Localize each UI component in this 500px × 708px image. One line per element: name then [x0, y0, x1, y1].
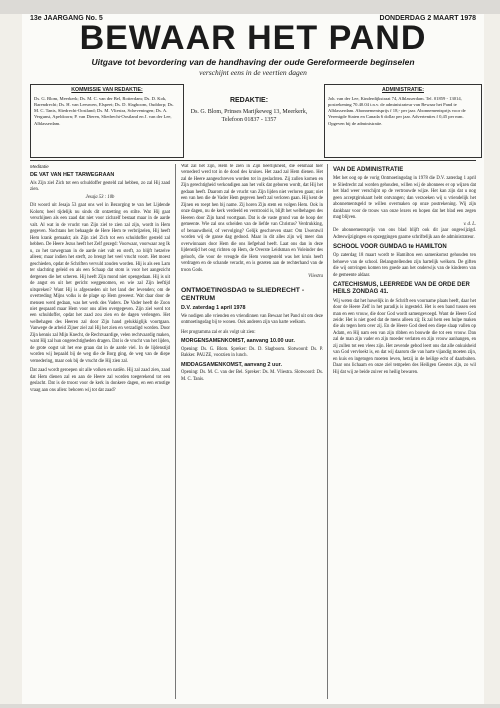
meditation-heading: DE VAT VAN HET TARWEGRAAN — [30, 172, 115, 179]
administration-text: Joh. van der Lee, Kinderdijkstraat 74, Alblasserdam. Tel. 01859 - 13014, postrekening 70.40.04 t.n.v. de administrateur van Bewaar het Pand te Alblasserdam. Abonnementsprijs f 18,- per jaar. Abonnementsprijs voor de Verenigde Staten en Canada 6 dollar per jaar. Advertenties f 0,45 per mm. Opgeven bij de administratie. — [328, 95, 466, 126]
morning-items: Opening: Ds. G. Blom. Spreker: Ds. D. Slagboom. Slotwoord: Ds. P. Bakker. PAUZE, voorzien in lunch. — [181, 346, 323, 359]
program-intro: Het programma zal er als volgt uit zien: — [181, 329, 256, 335]
school-heading: SCHOOL VOOR GUMDAG te HAMILTON — [333, 244, 447, 251]
column-meditation — [30, 164, 170, 699]
administration-box — [324, 84, 482, 158]
admin-heading: VAN DE ADMINISTRATIE — [333, 167, 404, 173]
scan-margin-top — [0, 0, 500, 14]
meditation-body: Dit woord uit Jesaja 53 gaat ons wel in Bezorging te van het Lijdende Kolom; heel tijdelijk nu sinds dit ontzetting en stilte. Wat Hij gaat verschijnen als een zaad dat niet voor zichzelf bestaat maar in de aarde valt. Al wat in de vrucht van Zijn ziel te zien zal zijn, wordt in Hem gegeven. Nochtans het behaagde de Here Hem te verbrijzelen, Hij heeft Hem krank gemaakt; als Zijn ziel Zich tot een schuldoffer gesteld zal hebben. De Heere Jezus heeft het Zelf gezegd: Voorwaar, voorwaar zeg Ik u, zo het tarwegraan in de aarde niet valt en sterft, zo blijft hetzelve alleen; maar indien het sterft, zo brengt het veel vrucht voort. Het moest geschieden, opdat de Schriften vervuld zouden worden. Hij is als een Lam ter slachting geleid en als een Schaap dat stom is voor het aangezicht dergenen die het scheren. Hij heeft Zijn mond niet opengedaan. Hij is uit de angst en uit het gericht weggenomen, en wie zal Zijn leeftijd uitspreken? Want Hij is afgesneden uit het land der levenden; om de overtreding Mijns volks is de plage op Hem geweest. Wat daar door de mensen werd gedaan, was het werk des Vaders. De Vader heeft de Zoon niet gespaard maar Hem voor ons allen overgegeven. Zijn ziel werd tot een schuldoffer, opdat het zaad zou zien en de dagen verlengen. Het welbehagen des Heeren zal door Zijn hand gelukkiglijk voortgaan. Vanwege de arbeid Zijner ziel zal Hij het zien en verzadigd worden. Door Zijn kennis zal Mijn Knecht, de Rechtvaardige, velen rechtvaardig maken, want Hij zal hun ongerechtigheden dragen. Dat is de vrucht van het lijden, de grote oogst uit het ene graan dat in de aarde viel. In de lijdenstijd worden wij bepaald bij de weg die de Borg ging, de weg van de diepe vernedering, maar ook bij de vrucht die Hij zien zal. — [30, 203, 170, 364]
committee-text: Ds. G. Blom, Meerkerk; Ds. M. C. van der Bel, Rotterdam; Ds. D. Kok, Barendrecht; Ds. H. van Leeuwen, Elspeet; Ds. D. Slagboom, Ouddorp; Ds. M. C. Tanis, Sliedrecht-Oostland; Ds. M. Vliestra, Scheveningen; Ds. A. Vergunst, Apeldoorn; P. van Dieren, Sliedrecht-Oostland en J. van der Lee, Alblasserdam. — [34, 95, 174, 126]
volume-number: 13e JAARGANG No. 5 — [30, 15, 103, 22]
redaction-text: Ds. G. Blom, Prinses Marijkeweg 13, Meerkerk, Telefoon 01837 - 1357 — [190, 109, 308, 124]
meeting-date: D.V. zaterdag 1 april 1978 — [181, 305, 246, 312]
header-divider — [30, 160, 476, 161]
admin-text: Met het oog op de vorig Ontmoetingsdag in 1978 die D.V. zaterdag 1 april te Sliedrecht zal worden gehouden, willen wij de abonnees er op wijzen dat het blad weer verschijnt op de vertrouwde wijze. Het kan zijn dat u nog geen acceptgirokaart hebt ontvangen; dan verzoeken wij u vriendelijk het abonnementsgeld te willen overmaken op onze postrekening. Wij zijn dankbaar voor de trouw van onze lezers en hopen dat het blad een zegen mag blijven. — [333, 176, 476, 221]
column-divider — [327, 164, 328, 699]
meeting-heading: ONTMOETINGSDAG te SLIEDRECHT - CENTRUM — [181, 286, 305, 302]
afternoon-heading: MIDDAGSAMENKOMST, aanvang 2 uur. — [181, 361, 282, 368]
admin-signoff: v. d. L. — [463, 221, 476, 227]
newspaper-subtitle: verschijnt eens in de veertien dagen — [199, 68, 307, 77]
column-divider — [175, 164, 176, 699]
section-label: Meditatie — [30, 164, 49, 169]
school-text: Op zaterdag 18 maart wordt te Hamilton een samenkomst gehouden ten behoeve van de school. Belangstellenden zijn hartelijk welkom. De giften die wij ontvingen komen ten goede aan het onderwijs van de kinderen van de gemeente aldaar. — [333, 253, 476, 278]
author-signature: Vliestra — [308, 274, 323, 280]
issue-date: DONDERDAG 2 MAART 1978 — [379, 15, 476, 22]
catechism-text: Wij weten dat het huwelijk in de Schrift een voorname plaats heeft, daar het door de Heere Zelf in het paradijs is ingesteld. Het is een band tussen een man en een vrouw, die door God wordt samengevoegd. Want de Heere God zeide: Het is niet goed dat de mens alleen zij; Ik zal hem een hulpe maken die als tegen hem over zij. En de Heere God deed een diepe slaap vallen op Adam, en Hij nam een van zijn ribben en bouwde die tot een vrouw. Dan zal de man zijn vader en zijn moeder verlaten en zijn vrouw aanhangen, en zij zullen tot een vlees zijn. Het zevende gebod leert ons dat alle onkuisheid van God vervloekt is, en dat wij daarom die van harte vijandig moeten zijn, en kuis en ingetogen moeten leven, hetzij in de heilige echt of daarbuiten. Daar ons lichaam en onze ziel tempelen des Heiligen Geestes zijn, zo wil Hij dat wij ze beide zuiver en heilig bewaren. — [333, 298, 476, 375]
meeting-text: We nodigen alle vrienden en vriendinnen van Bewaar het Pand uit om deze ontmoetingsdag bij te wonen. Ook anderen zijn van harte welkom. — [181, 313, 323, 326]
meditation-intro: Als Zijn ziel Zich tot een schuldoffer gesteld zal hebben, zo zal Hij zaad zien. — [30, 180, 170, 193]
committee-box — [30, 84, 184, 158]
scan-margin-bottom — [0, 704, 500, 708]
meditation-end: Dat zaad wordt geroepen uit alle volken en natiën. Hij zal zaad zien, zaad dat Hem dienen zal en aan de Heere zal worden toegerekend tot een geslacht. Dat is de troost voor de kerk in donkere dagen, en een ernstige vraag aan ons allen: behoren wij tot dat zaad? — [30, 368, 170, 393]
newspaper-motto: Uitgave tot bevordering van de handhaving der oude Gereformeerde beginselen — [91, 57, 415, 67]
meditation-continued: Wat zal het zijn, Hem te zien in Zijn heerlijkheid, die eenmaal hier vernederd werd tot in de dood des kruises. Het zaad zal Hem dienen. Het zal de Heere aangeschreven worden tot in geslachten. Zij zullen komen en Zijn gerechtigheid verkondigen aan het volk dat geboren wordt, dat Hij het gedaan heeft. Daarom zal de vrucht van Zijn lijden niet verloren gaan; niet een van hen die de Vader Hem gegeven heeft zal verloren gaan. Hij kent de Zijnen en roept hen bij name. Zij horen Zijn stem en volgen Hem. Ook in onze dagen, nu de kerk verdeeld en verstrooid is, blijft het welbehagen des Heeren door Zijn hand voortgaan. Dat is de vaste grond van de hoop der gemeente. Wie zal ons scheiden van de liefde van Christus? Verdrukking, of benauwdheid, of vervolging? Gelijk geschreven staat: Om Uwentwil worden wij de ganse dag gedood. Maar in dit alles zijn wij meer dan overwinnaars door Hem die ons liefgehad heeft. Laat ons dan in deze lijdenstijd het oog richten op Hem, de Overste Leidsman en Voleinder des geloofs, die voor de vreugde die Hem voorgesteld was het kruis heeft verdragen en de schande veracht, en is gezeten aan de rechterhand van de troon Gods. — [181, 164, 323, 273]
morning-heading: MORGENSAMENKOMST, aanvang 10.00 uur. — [181, 338, 295, 345]
redaction-heading: REDAKTIE: — [229, 97, 269, 104]
catechism-heading: CATECHISMUS, LEERREDE VAN DE ORDE DER HEILS ZONDAG 41. — [333, 282, 470, 296]
afternoon-items: Opening: Ds. M. C. van der Bel. Spreker: Ds. M. Vliestra. Slotwoord: Ds. M. C. Tanis. — [181, 370, 323, 382]
scripture-reference: Jesaja 53 : 10b — [85, 194, 115, 200]
newspaper-page — [22, 14, 484, 704]
committee-heading: KOMMISSIE VAN REDAKTIE: — [71, 87, 143, 93]
administration-heading: ADMINISTRATIE: — [382, 87, 424, 93]
redaction-box — [190, 84, 308, 164]
column-right — [333, 164, 476, 699]
column-center — [181, 164, 323, 699]
newspaper-title: BEWAAR HET PAND — [79, 19, 427, 57]
address-text: De abonnementsprijs van ons blad blijft ook dit jaar ongewijzigd. Adreswijzigingen en opzeggingen gaarne schriftelijk aan de administrateur. — [333, 228, 476, 240]
